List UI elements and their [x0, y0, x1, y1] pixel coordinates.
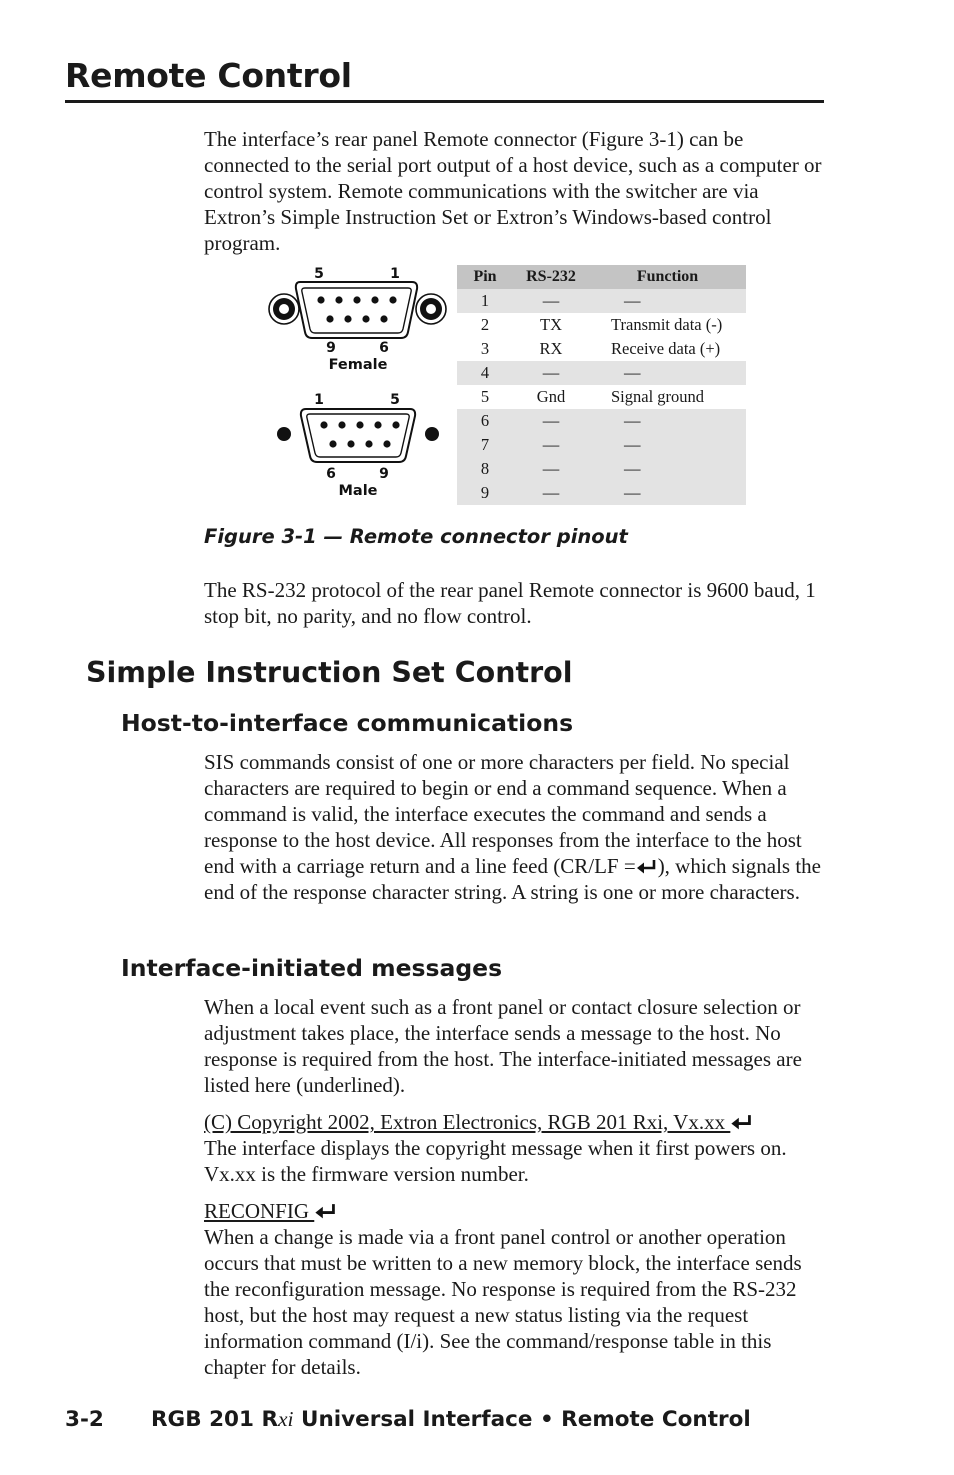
- male-label: Male: [338, 483, 378, 499]
- pin-cell: 4: [457, 361, 513, 385]
- host-heading: Host-to-interface communications: [121, 709, 574, 737]
- rs232-cell: —: [513, 457, 589, 481]
- function-cell: —: [589, 433, 746, 457]
- table-row: [457, 409, 746, 433]
- female-pin-1-label: 1: [390, 266, 400, 282]
- table-row: [457, 457, 746, 481]
- male-pin-5-label: 5: [390, 392, 400, 408]
- copyright-message-command: (C) Copyright 2002, Extron Electronics, RGB 201 Rxi, Vx.xx: [204, 1110, 731, 1134]
- header-function: Function: [589, 265, 746, 289]
- female-connector: [269, 282, 446, 338]
- function-cell: Receive data (+): [611, 339, 721, 358]
- pin-cell: 8: [457, 457, 513, 481]
- header-pin: Pin: [457, 265, 513, 289]
- reconfig-message-description: When a change is made via a front panel control or another operation occurs that must be written to a new memory block, the interface sends the reconfiguration message. No response is required from the RS-232 host, but the host may request a new status listing via the request information command (I/i). See the command/response table in this chapter for details.: [204, 1225, 802, 1379]
- female-screw-left: [269, 294, 299, 324]
- pin-cell: 2: [480, 315, 490, 334]
- female-screw-right: [416, 294, 446, 324]
- table-row: [457, 433, 746, 457]
- table-header-row: [457, 265, 746, 289]
- function-cell: —: [589, 409, 746, 433]
- male-pin-9-label: 9: [379, 466, 389, 482]
- table-row: [457, 361, 746, 385]
- sis-heading: Simple Instruction Set Control: [86, 656, 573, 689]
- table-row: [457, 313, 746, 337]
- table-row: [457, 385, 746, 409]
- function-cell: Transmit data (-): [611, 315, 723, 334]
- function-cell: —: [589, 481, 746, 505]
- host-text-part-2: ), which signals the end of the response character string. A string is one or more characters.: [204, 854, 821, 904]
- pinout-table: [457, 265, 746, 505]
- connector-diagram: [262, 262, 462, 502]
- rs232-cell: —: [513, 409, 589, 433]
- pin-cell: 5: [480, 387, 490, 406]
- male-connector: [277, 409, 439, 462]
- rs232-cell: —: [513, 361, 589, 385]
- footer-product-prefix: RGB 201 R: [151, 1407, 278, 1432]
- enter-icon: [730, 1114, 754, 1131]
- rs232-cell: Gnd: [536, 387, 566, 406]
- footer-product-suffix: xi: [278, 1407, 294, 1431]
- female-pin-6-label: 6: [379, 340, 389, 356]
- enter-icon: [314, 1203, 338, 1220]
- male-pin-6-label: 6: [326, 466, 336, 482]
- pin-cell: 6: [457, 409, 513, 433]
- enter-icon: [636, 859, 658, 875]
- pin-cell: 7: [457, 433, 513, 457]
- function-cell: —: [589, 361, 746, 385]
- footer-product-rest: Universal Interface • Remote Control: [293, 1407, 751, 1432]
- page-number: 3-2: [65, 1407, 104, 1432]
- pin-cell: 3: [480, 339, 490, 358]
- table-row: [457, 289, 746, 313]
- female-pin-5-label: 5: [314, 266, 324, 282]
- host-text-part-1: SIS commands consist of one or more characters per field. No special characters are required to begin or end a command sequence. When a command is valid, the interface executes the command and sends a response to the host device. All responses from the interface to the host end with a carriage return and a line feed (CR/LF =: [204, 750, 802, 878]
- reconfig-message-entry: [204, 1198, 826, 1380]
- rs232-cell: TX: [540, 315, 562, 334]
- figure-caption: Figure 3-1 — Remote connector pinout: [204, 525, 628, 548]
- female-label: Female: [328, 357, 388, 373]
- copyright-message-entry: [204, 1109, 826, 1187]
- pin-cell: 9: [457, 481, 513, 505]
- function-cell: —: [589, 457, 746, 481]
- host-paragraph: [204, 749, 826, 905]
- reconfig-message-command: RECONFIG: [204, 1199, 315, 1223]
- intro-paragraph: The interface’s rear panel Remote connector (Figure 3-1) can be connected to the serial port output of a host device, such as a computer or control system. Remote communications with the switcher are via Extron’s Simple Instruction Set or Extron’s Windows-based control program.: [204, 127, 822, 255]
- table-row: [457, 481, 746, 505]
- rs232-cell: —: [513, 481, 589, 505]
- copyright-message-description: The interface displays the copyright message when it first powers on. Vx.xx is the firmware version number.: [204, 1136, 787, 1186]
- table-row: [457, 337, 746, 361]
- header-rs232: RS-232: [513, 265, 589, 289]
- page-footer: [65, 1404, 865, 1435]
- messages-heading: Interface-initiated messages: [121, 954, 503, 982]
- rs232-cell: —: [513, 289, 589, 313]
- female-pin-9-label: 9: [326, 340, 336, 356]
- messages-paragraph: When a local event such as a front panel or contact closure selection or adjustment takes place, the interface sends a message to the host. No response is required from the host. The interface-initiated messages are listed here (underlined).: [204, 995, 802, 1097]
- rs232-cell: —: [513, 433, 589, 457]
- page-title: Remote Control: [65, 56, 352, 95]
- function-cell: —: [589, 289, 746, 313]
- function-cell: Signal ground: [611, 387, 705, 406]
- rs232-paragraph: The RS-232 protocol of the rear panel Remote connector is 9600 baud, 1 stop bit, no parity, and no flow control.: [204, 578, 816, 628]
- rs232-cell: RX: [539, 339, 563, 358]
- male-pin-1-label: 1: [314, 392, 324, 408]
- title-rule: [65, 100, 824, 103]
- pin-cell: 1: [457, 289, 513, 313]
